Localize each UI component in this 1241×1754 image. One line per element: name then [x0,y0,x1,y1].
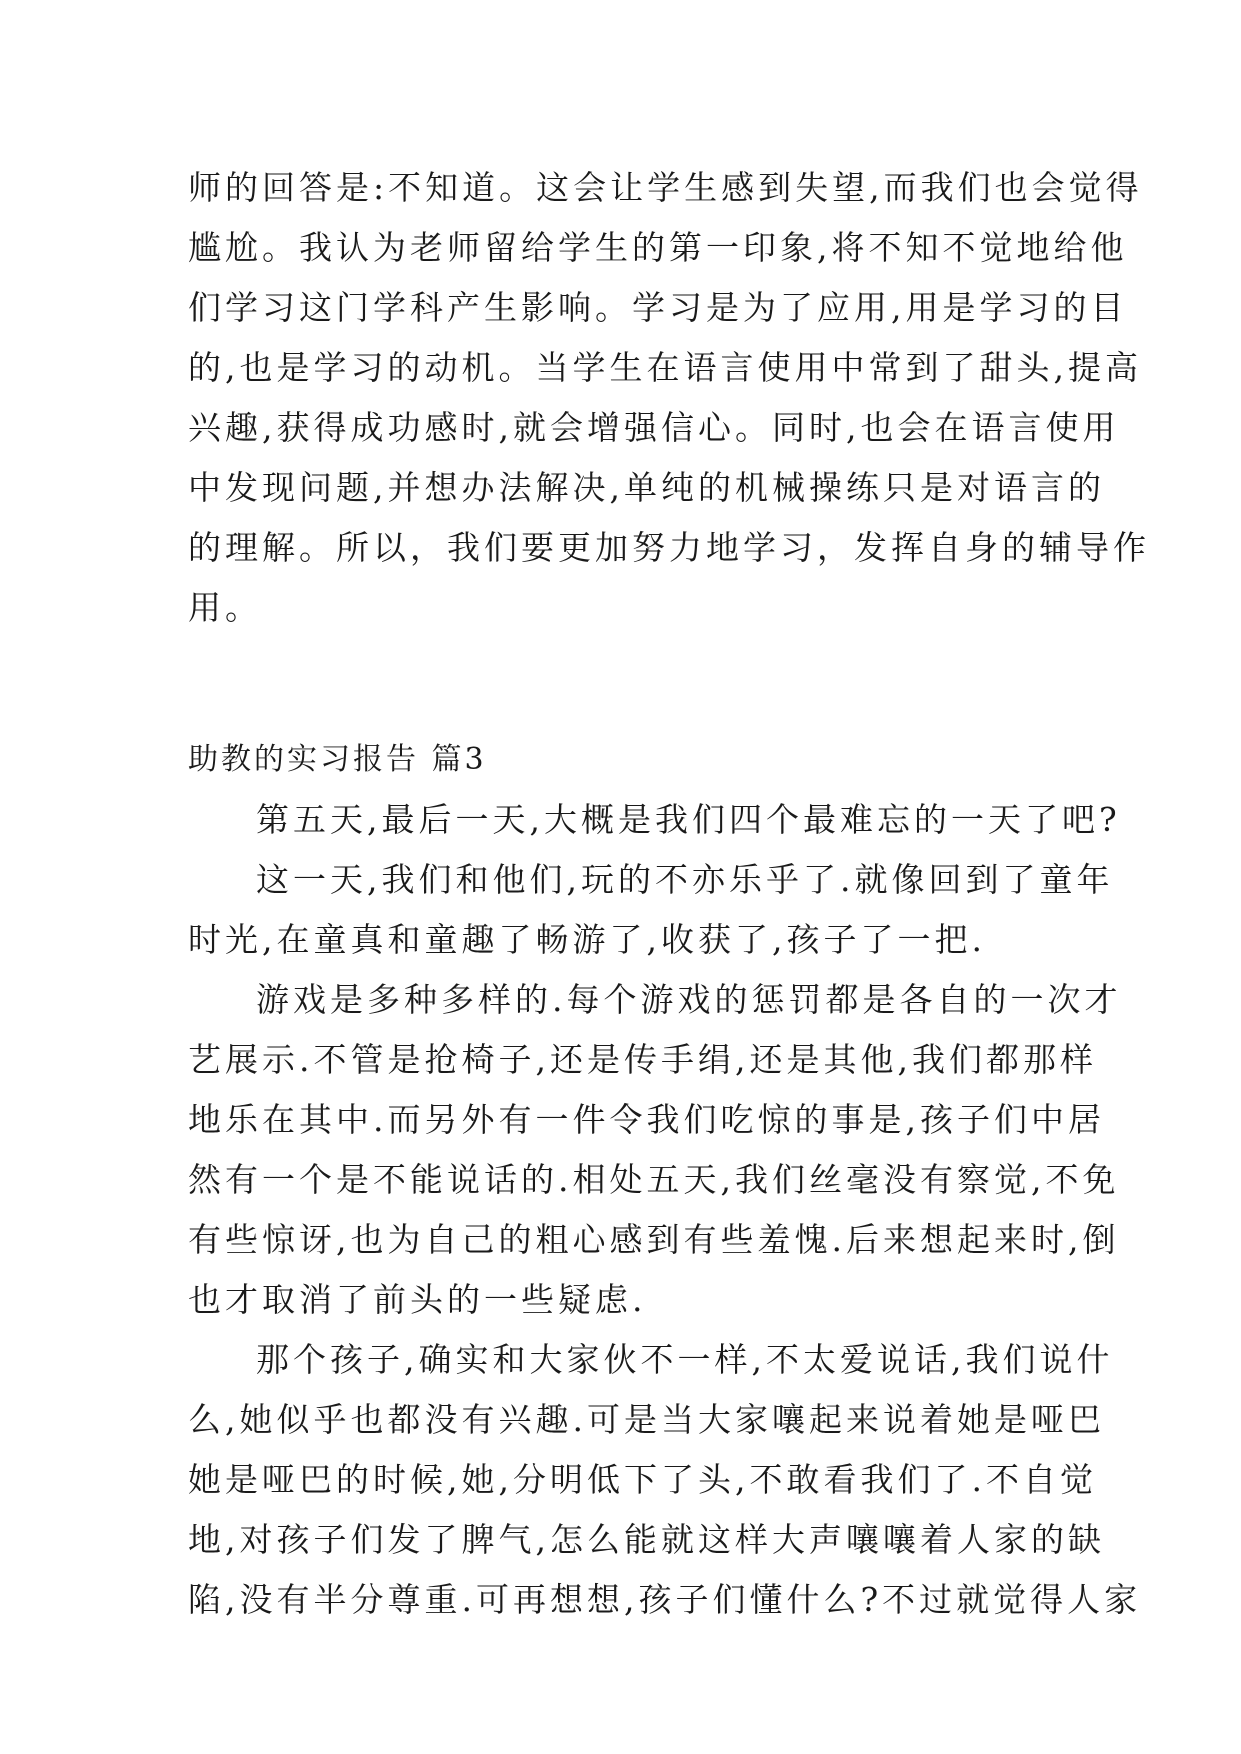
paragraph-line: 艺展示.不管是抢椅子,还是传手绢,还是其他,我们都那样 [188,1040,1097,1079]
paragraph-line: 地乐在其中.而另外有一件令我们吃惊的事是,孩子们中居 [188,1100,1105,1139]
paragraph-line: 地,对孩子们发了脾气,怎么能就这样大声嚷嚷着人家的缺 [188,1520,1105,1559]
paragraph-line: 么,她似乎也都没有兴趣.可是当大家嚷起来说着她是哑巴 [188,1400,1105,1439]
paragraph-line: 们学习这门学科产生影响。学习是为了应用,用是学习的目 [188,288,1128,327]
paragraph-line: 然有一个是不能说话的.相处五天,我们丝毫没有察觉,不免 [188,1160,1120,1199]
section-spacer [188,638,1064,730]
paragraph-line: 第五天,最后一天,大概是我们四个最难忘的一天了吧? [256,800,1121,839]
paragraph-line: 她是哑巴的时候,她,分明低下了头,不敢看我们了.不自觉 [188,1460,1097,1499]
paragraph-line: 尴尬。我认为老师留给学生的第一印象,将不知不觉地给他 [188,228,1128,267]
document-body [188,158,1150,1630]
paragraph-line: 陷,没有半分尊重.可再想想,孩子们懂什么?不过就觉得人家 [188,1580,1142,1619]
paragraph-line: 那个孩子,确实和大家伙不一样,不太爱说话,我们说什 [256,1340,1114,1379]
paragraph-line: 也才取消了前头的一些疑虑. [188,1280,647,1319]
section-heading: 助教的实习报告 篇3 [188,742,487,777]
paragraph-line: 时光,在童真和童趣了畅游了,收获了,孩子了一把. [188,920,986,959]
paragraph-line: 的,也是学习的动机。当学生在语言使用中常到了甜头,提高 [188,348,1142,387]
paragraph-line: 中发现问题,并想办法解决,单纯的机械操练只是对语言的 [188,468,1105,507]
paragraph-line: 有些惊讶,也为自己的粗心感到有些羞愧.后来想起来时,倒 [188,1220,1120,1259]
paragraph-line: 游戏是多种多样的.每个游戏的惩罚都是各自的一次才 [256,980,1122,1019]
paragraph-line: 用。 [188,588,262,627]
paragraph-line: 师的回答是:不知道。这会让学生感到失望,而我们也会觉得 [188,168,1143,207]
paragraph-line: 这一天,我们和他们,玩的不亦乐乎了.就像回到了童年 [256,860,1114,899]
paragraph-line: 兴趣,获得成功感时,就会增强信心。同时,也会在语言使用 [188,408,1120,447]
paragraph-line: 的理解。所以，我们要更加努力地学习，发挥自身的辅导作 [188,528,1150,567]
